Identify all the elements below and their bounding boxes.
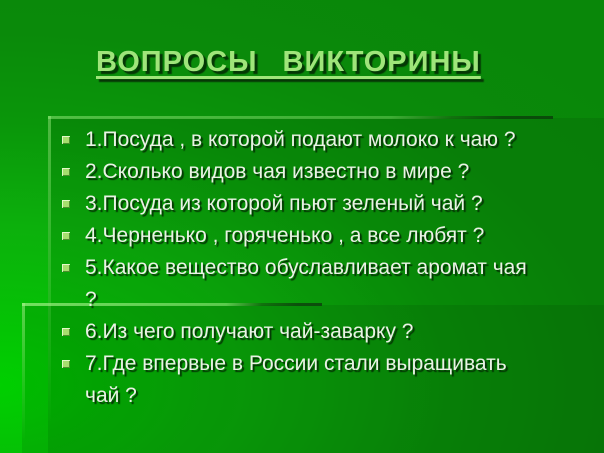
list-item	[58, 124, 536, 156]
question-list	[58, 124, 536, 412]
slide-title: ВОПРОСЫ ВИКТОРИНЫ	[96, 46, 481, 78]
bullet-square-icon	[62, 328, 70, 336]
bullet-square-icon	[62, 360, 70, 368]
list-item	[58, 156, 536, 188]
question-text: 5.Какое вещество обуславливает аромат чая ?	[85, 256, 527, 311]
bullet-square-icon	[62, 136, 70, 144]
bullet-square-icon	[62, 264, 70, 272]
question-text: 7.Где впервые в России стали выращивать чай ?	[85, 352, 507, 407]
list-item	[58, 188, 536, 220]
list-item	[58, 252, 536, 316]
bullet-square-icon	[62, 168, 70, 176]
panel-left-bevel-line	[48, 116, 51, 453]
list-item	[58, 348, 536, 412]
question-text: 4.Черненько , горяченько , а все любят ?	[85, 224, 485, 247]
list-item	[58, 316, 536, 348]
bullet-square-icon	[62, 200, 70, 208]
back-panel-left-bevel-line	[22, 303, 25, 453]
bullet-square-icon	[62, 232, 70, 240]
question-text: 2.Сколько видов чая известно в мире ?	[85, 160, 470, 183]
question-text: 6.Из чего получают чай-заварку ?	[85, 320, 414, 343]
question-text: 3.Посуда из которой пьют зеленый чай ?	[85, 192, 483, 215]
question-text: 1.Посуда , в которой подают молоко к чаю ?	[85, 128, 516, 151]
list-item	[58, 220, 536, 252]
panel-top-bevel-line	[48, 116, 553, 119]
